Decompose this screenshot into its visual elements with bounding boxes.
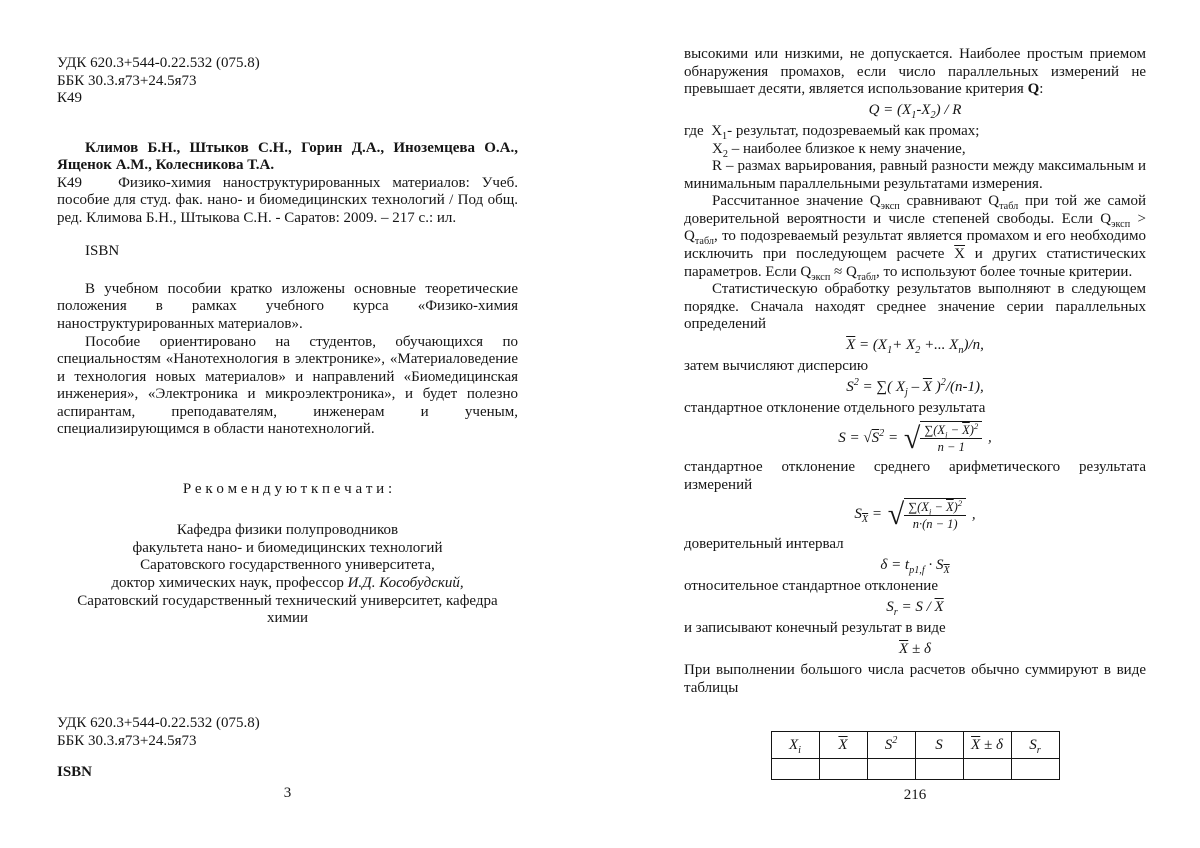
bbk-code: ББК 30.3.я73+24.5я73	[57, 72, 197, 89]
right-page	[684, 46, 1146, 818]
table-cell	[915, 759, 963, 780]
k49-code: К49	[57, 90, 83, 107]
formula-tail: ,	[984, 429, 992, 446]
table-header-s: S	[915, 732, 963, 759]
label-confidence-interval: доверительный интервал	[684, 536, 844, 553]
label-dispersion: затем вычисляют дисперсию	[684, 358, 869, 375]
formula-std-single	[684, 421, 1146, 456]
formula-final-result: $\overline{X} \pm \delta$	[899, 640, 931, 657]
annotation-paragraph-1: В учебном пособии кратко изложены основные теоретические положения в рамках учебного курса «Физико-химия наноструктурированных материалов».	[57, 280, 518, 333]
table-cell	[819, 759, 867, 780]
table-cell	[867, 759, 915, 780]
left-page	[57, 55, 518, 817]
imprint-top	[57, 55, 518, 108]
isbn-label-top: ISBN	[85, 243, 120, 260]
recommendation-line: Саратовского государственного университета,	[140, 557, 435, 574]
table-cell	[963, 759, 1011, 780]
formula-dispersion: $S^2$ = ∑( $X_j - \overline{X}$ )$^2$/(n-1),	[846, 376, 984, 398]
udc-code: УДК 620.3+544-0.22.532 (075.8)	[57, 715, 260, 731]
udc-code: УДК 620.3+544-0.22.532 (075.8)	[57, 55, 260, 71]
imprint-bottom	[57, 715, 518, 782]
table-header-xbar: $\overline{X}$	[819, 732, 867, 759]
formula-mean: $\overline{X} = (X_1+ X_2$ +... $X_n)/n$,	[846, 336, 984, 356]
paragraph-statistical-order: Статистическую обработку результатов выполняют в следующем порядке. Сначала находят среднее значение серии параллельных определений	[684, 281, 1146, 333]
table-cell	[1011, 759, 1059, 780]
annotation-paragraph-2: Пособие ориентировано на студентов, обучающихся по специальностям «Нанотехнология в электронике», «Материаловедение и технология новых материалов» и направлений «Биомедицинская инженерия», «Электроника и микроэлектроника», и будет полезно аспирантам, преподавателям, инженерам и ученым, специализирующимся в области нанотехнологий.	[57, 333, 518, 438]
page-number-right: 216	[903, 787, 927, 803]
bibliographic-record: К49 Физико-химия наноструктурированных материалов: Учеб. пособие для студ. фак. нано- и биомедицинских технологий / Под общ. ред. Климова Б.Н., Штыкова С.Н. - Саратов: 2009. – 217 с.: ил.	[57, 174, 518, 226]
table-header-s2: $S^2$	[867, 732, 915, 759]
fraction-numerator: $\sum(X_i - \overline{X})^2$	[920, 422, 982, 439]
paragraph-table-note: При выполнении большого числа расчетов обычно суммируют в виде таблицы	[684, 662, 1146, 696]
paragraph-intro: высокими или низкими, не допускается. Наиболее простым приемом обнаружения промахов, если число параллельных измерений не превышает десяти, является использование критерия Q:	[684, 46, 1146, 98]
formula-std-mean	[684, 498, 1146, 533]
table-cell	[771, 759, 819, 780]
table-header-xi: $X_i$	[771, 732, 819, 759]
sqrt-radical	[888, 498, 966, 533]
label-std-single: стандартное отклонение отдельного результата	[684, 400, 986, 417]
where-clause-x2: $X_2$ – наиболее близкое к нему значение,	[712, 140, 966, 160]
isbn-label-bottom: ISBN	[57, 764, 93, 781]
recommendation-block	[57, 522, 518, 627]
recommendation-line: Саратовский государственный технический университет, кафедра химии	[77, 592, 498, 627]
recommendation-line: Кафедра физики полупроводников	[176, 522, 399, 539]
formula-lead: $S_{\overline{X}}$ =	[854, 506, 886, 526]
formula-tail: ,	[968, 506, 976, 523]
bbk-code: ББК 30.3.я73+24.5я73	[57, 732, 197, 749]
fraction-denominator: n − 1	[937, 440, 965, 455]
formula-lead: $S = √S^2$ =	[838, 427, 902, 446]
table-header-xdelta: $\overline{X} \pm \delta$	[963, 732, 1011, 759]
table-header-sr: $S_r$	[1011, 732, 1059, 759]
where-clause-x1: где $X_1-$ результат, подозреваемый как промах;	[684, 123, 980, 143]
recommendation-line: доктор химических наук, профессор И.Д. Кособудский,	[111, 575, 464, 592]
recommendation-line: факультета нано- и биомедицинских технологий	[132, 539, 443, 556]
fraction-numerator: $\sum(X_i - \overline{X})^2$	[904, 499, 966, 516]
radical-sign-icon: √	[903, 421, 921, 455]
formula-relative-std: $S_r = S / \overline{X}$	[886, 598, 944, 618]
page-number-left: 3	[283, 785, 292, 801]
formula-confidence-interval: $\delta = t_{p1,f} \cdot S_{\overline{X}}$	[880, 556, 950, 576]
radical-sign-icon: √	[887, 498, 905, 532]
table-header-row	[771, 732, 1059, 759]
results-table	[771, 731, 1060, 780]
label-relative-std: относительное стандартное отклонение	[684, 578, 938, 595]
label-final-result: и записывают конечный результат в виде	[684, 620, 946, 637]
sqrt-radical	[904, 421, 982, 456]
label-std-mean: стандартное отклонение среднего арифметического результата измерений	[684, 459, 1146, 493]
recommendation-heading: Р е к о м е н д у ю т к п е ч а т и :	[182, 480, 393, 497]
paragraph-q-comparison: Рассчитанное значение $Q_{эксп}$ сравнивают $Q_{табл}$ при той же самой доверительной вероятности и числе степеней свободы. Если $Q_{эксп} > Q_{табл}$, то подозреваемый результат является промахом и его необходимо исключить при последующем расчете $\overline{X}$ и других статистических параметров. Если $Q_{эксп} \approx Q_{табл}$, то используют более точные критерии.	[684, 193, 1146, 283]
formula-q-criterion: $Q = (X_1-X_2) / R$	[868, 101, 962, 121]
where-clause-r: R – размах варьирования, равный разности между максимальным и минимальным параллельными результатами измерения.	[684, 158, 1146, 192]
fraction	[920, 421, 982, 456]
fraction-denominator: n·(n − 1)	[912, 516, 958, 531]
table-row	[771, 759, 1059, 780]
authors-line: Климов Б.Н., Штыков С.Н., Горин Д.А., Иноземцева О.А., Ященок А.М., Колесникова Т.А.	[57, 139, 518, 174]
fraction	[904, 498, 966, 533]
